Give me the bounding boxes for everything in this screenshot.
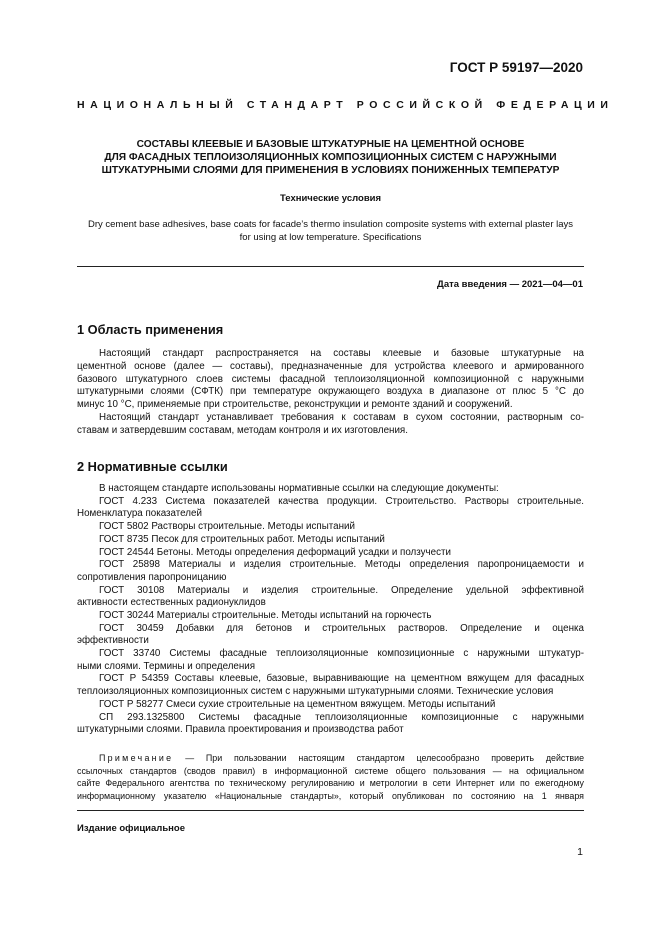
section-1-heading: 1 Область применения [77,322,224,337]
note-label: Примечание [99,753,174,763]
section-1-paragraph-2 [77,412,584,437]
reference-item-continuation: активности естественных радионуклидов [77,597,266,609]
text-line: Настоящий стандарт устанавливает требования к составам в сухом состоянии, растворным со- [99,412,584,423]
reference-item-continuation: Номенклатура показателей [77,508,202,520]
reference-item: В настоящем стандарте использованы нормативные ссылки на следующие документы: [99,483,499,494]
header-divider [77,266,584,267]
document-subtitle: Технические условия [279,193,382,204]
english-title-line: for using at low temperature. Specifications [239,231,422,243]
section-1-paragraph-1-rest [77,361,584,412]
text-line: базового штукатурного слоев системы фасадной теплоизоляционной композиционной с наружными [77,373,584,385]
official-edition-label: Издание официальное [77,823,185,834]
national-standard-heading: НАЦИОНАЛЬНЫЙ СТАНДАРТ РОССИЙСКОЙ ФЕДЕРАЦИИ [77,99,614,111]
introduction-date: Дата введения — 2021—04—01 [437,279,583,290]
note-first-line: — При пользовании настоящим стандартом целесообразно проверить действие [185,753,584,763]
text-line: штукатурными слоями (СФТК) при температуре окружающего воздуха в диапазоне от плюс 5 °С до [77,386,584,398]
reference-item: СП 293.1325800 Системы фасадные теплоизоляционные композиционные с наружными [99,711,584,723]
text-line: Настоящий стандарт распространяется на составы клеевые и базовые штукатурные на [99,348,584,359]
reference-item: ГОСТ Р 54359 Составы клеевые, базовые, выравнивающие на цементном вяжущем для фасадных [99,673,584,685]
note-line: сайте Федерального агентства по техническому регулированию и метрологии в сети Интернет или по ежегодному [77,778,584,789]
page-number: 1 [577,846,583,858]
reference-item: ГОСТ 30108 Материалы и изделия строительные. Определение удельной эффективной [99,584,584,596]
document-title [77,138,584,178]
note-line: ссылочных стандартов (сводов правил) в информационной системе общего пользования — на официальном [77,765,584,776]
title-line: СОСТАВЫ КЛЕЕВЫЕ И БАЗОВЫЕ ШТУКАТУРНЫЕ НА ЦЕМЕНТНОЙ ОСНОВЕ [136,139,525,150]
note-block [77,752,584,802]
reference-item-continuation: штукатурными слоями. Правила проектирования и производства работ [77,724,404,736]
text-line: минус 10 °С, применяемые при строительстве, реконструкции и ремонте зданий и сооружений. [77,399,513,411]
text-line: цементной основе (далее — составы), предназначенные для устройства клеевого и армированного [77,361,584,372]
reference-item-continuation: эффективности [77,635,149,647]
reference-item: ГОСТ 30459 Добавки для бетонов и строительных растворов. Определение и оценка [99,622,584,634]
reference-item: ГОСТ 4.233 Система показателей качества продукции. Строительство. Растворы строительные. [99,495,584,507]
english-title [77,219,584,244]
reference-item-continuation: теплоизоляционных композиционных систем с наружными штукатурными слоями. Технические условия [77,686,554,698]
reference-item: ГОСТ 30244 Материалы строительные. Методы испытаний на горючесть [99,609,432,621]
reference-item-continuation: сопротивления паропроницанию [77,571,227,583]
reference-item: ГОСТ Р 58277 Смеси сухие строительные на цементном вяжущем. Методы испытаний [99,698,496,710]
section-2-heading: 2 Нормативные ссылки [77,459,228,474]
standard-number: ГОСТ Р 59197—2020 [449,60,583,75]
reference-item: ГОСТ 8735 Песок для строительных работ. Методы испытаний [99,533,385,545]
title-line: ШТУКАТУРНЫМИ СЛОЯМИ ДЛЯ ПРИМЕНЕНИЯ В УСЛОВИЯХ ПОНИЖЕННЫХ ТЕМПЕРАТУР [101,165,560,177]
english-title-line: Dry cement base adhesives, base coats for facade’s thermo insulation composite systems with external plaster lays [87,219,574,230]
footer-divider [77,810,584,811]
reference-item-continuation: ными слоями. Термины и определения [77,660,256,672]
section-1-content [77,348,584,361]
text-line: ставам и затвердевшим составам, методам контроля и их изготовления. [77,424,408,436]
normative-references-list [77,483,584,737]
reference-item: ГОСТ 5802 Растворы строительные. Методы испытаний [99,521,355,533]
reference-item: ГОСТ 33740 Системы фасадные теплоизоляционные композиционные с наружными штукатур- [99,648,584,660]
reference-item: ГОСТ 25898 Материалы и изделия строительные. Методы определения паропроницаемости и [99,559,584,571]
note-line: информационному указателю «Национальные стандарты», который опубликован по состоянию на 1 января [77,790,584,801]
title-line: ДЛЯ ФАСАДНЫХ ТЕПЛОИЗОЛЯЦИОННЫХ КОМПОЗИЦИОННЫХ СИСТЕМ С НАРУЖНЫМИ [104,152,557,164]
reference-item: ГОСТ 24544 Бетоны. Методы определения деформаций усадки и ползучести [99,546,451,558]
